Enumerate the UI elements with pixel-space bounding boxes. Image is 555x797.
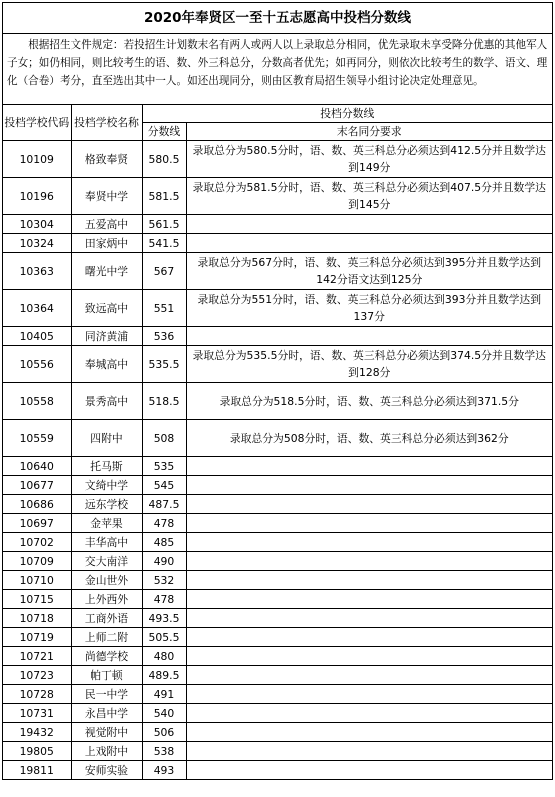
score-cell: 551 [142, 290, 186, 327]
table-row [3, 685, 552, 704]
school-code-cell: 19432 [3, 723, 71, 742]
score-cell: 485 [142, 533, 186, 552]
requirement-cell [186, 628, 552, 647]
school-name-cell: 永昌中学 [71, 704, 142, 723]
table-row [3, 704, 552, 723]
score-cell: 505.5 [142, 628, 186, 647]
score-table [3, 105, 552, 779]
school-code-cell: 10719 [3, 628, 71, 647]
requirement-cell [186, 647, 552, 666]
requirement-cell [186, 457, 552, 476]
school-code-cell: 10556 [3, 346, 71, 383]
school-name-cell: 金山世外 [71, 571, 142, 590]
school-name-cell: 奉城高中 [71, 346, 142, 383]
score-cell: 536 [142, 327, 186, 346]
table-row [3, 420, 552, 457]
school-name-cell: 文绮中学 [71, 476, 142, 495]
score-cell: 490 [142, 552, 186, 571]
school-code-cell: 19805 [3, 742, 71, 761]
score-table-document [2, 2, 553, 780]
school-name-cell: 四附中 [71, 420, 142, 457]
requirement-cell [186, 215, 552, 234]
table-row [3, 761, 552, 780]
requirement-cell [186, 761, 552, 780]
header-group: 投档分数线 [142, 105, 552, 123]
school-name-cell: 工商外语 [71, 609, 142, 628]
table-row [3, 609, 552, 628]
school-code-cell: 10364 [3, 290, 71, 327]
table-row [3, 383, 552, 420]
requirement-cell: 录取总分为581.5分时，语、数、英三科总分必须达到407.5分并且数学达到145分 [186, 178, 552, 215]
header-code: 投档学校代码 [3, 105, 71, 141]
school-code-cell: 10640 [3, 457, 71, 476]
school-code-cell: 19811 [3, 761, 71, 780]
school-code-cell: 10723 [3, 666, 71, 685]
school-name-cell: 民一中学 [71, 685, 142, 704]
table-row [3, 533, 552, 552]
requirement-cell [186, 476, 552, 495]
table-row [3, 666, 552, 685]
school-code-cell: 10109 [3, 141, 71, 178]
score-cell: 541.5 [142, 234, 186, 253]
header-requirement: 末名同分要求 [186, 123, 552, 141]
school-code-cell: 10559 [3, 420, 71, 457]
requirement-cell: 录取总分为508分时，语、数、英三科总分必须达到362分 [186, 420, 552, 457]
table-row [3, 742, 552, 761]
school-code-cell: 10196 [3, 178, 71, 215]
requirement-cell [186, 723, 552, 742]
score-cell: 487.5 [142, 495, 186, 514]
header-row-1 [3, 105, 552, 123]
table-row [3, 141, 552, 178]
admission-rule-note: 根据招生文件规定：若投招生计划数末名有两人或两人以上录取总分相同，优先录取未享受降分优惠的其他军人子女；如仍相同，则比较考生的语、数、外三科总分，分数高者优先；如再同分，则依次比较考生的数学、语文、理化（合卷）考分，直至选出其中一人。如还出现同分，则由区教育局招生领导小组讨论决定处理意见。 [3, 34, 552, 105]
school-name-cell: 远东学校 [71, 495, 142, 514]
table-row [3, 647, 552, 666]
school-name-cell: 帕丁顿 [71, 666, 142, 685]
header-name: 投档学校名称 [71, 105, 142, 141]
table-row [3, 346, 552, 383]
table-row [3, 552, 552, 571]
score-cell: 493 [142, 761, 186, 780]
table-row [3, 215, 552, 234]
school-code-cell: 10710 [3, 571, 71, 590]
score-cell: 478 [142, 514, 186, 533]
requirement-cell: 录取总分为567分时，语、数、英三科总分必须达到395分并且数学达到142分语文达到125分 [186, 253, 552, 290]
school-code-cell: 10718 [3, 609, 71, 628]
requirement-cell [186, 685, 552, 704]
school-code-cell: 10324 [3, 234, 71, 253]
school-name-cell: 同济黄浦 [71, 327, 142, 346]
requirement-cell [186, 552, 552, 571]
school-name-cell: 上外西外 [71, 590, 142, 609]
school-code-cell: 10721 [3, 647, 71, 666]
requirement-cell [186, 327, 552, 346]
school-code-cell: 10731 [3, 704, 71, 723]
school-name-cell: 尚德学校 [71, 647, 142, 666]
school-name-cell: 交大南洋 [71, 552, 142, 571]
school-code-cell: 10558 [3, 383, 71, 420]
school-name-cell: 格致奉贤 [71, 141, 142, 178]
school-name-cell: 视觉附中 [71, 723, 142, 742]
school-code-cell: 10715 [3, 590, 71, 609]
requirement-cell [186, 704, 552, 723]
school-code-cell: 10677 [3, 476, 71, 495]
table-row [3, 253, 552, 290]
requirement-cell [186, 590, 552, 609]
table-row [3, 327, 552, 346]
school-code-cell: 10304 [3, 215, 71, 234]
requirement-cell [186, 533, 552, 552]
page-title: 2020年奉贤区一至十五志愿高中投档分数线 [3, 3, 552, 34]
school-name-cell: 金苹果 [71, 514, 142, 533]
school-name-cell: 曙光中学 [71, 253, 142, 290]
score-cell: 561.5 [142, 215, 186, 234]
table-row [3, 457, 552, 476]
school-name-cell: 田家炳中 [71, 234, 142, 253]
requirement-cell [186, 609, 552, 628]
school-name-cell: 致远高中 [71, 290, 142, 327]
score-cell: 567 [142, 253, 186, 290]
score-cell: 532 [142, 571, 186, 590]
school-name-cell: 景秀高中 [71, 383, 142, 420]
requirement-cell: 录取总分为518.5分时，语、数、英三科总分必须达到371.5分 [186, 383, 552, 420]
table-row [3, 628, 552, 647]
school-name-cell: 上戏附中 [71, 742, 142, 761]
school-name-cell: 奉贤中学 [71, 178, 142, 215]
requirement-cell [186, 495, 552, 514]
score-cell: 508 [142, 420, 186, 457]
score-cell: 480 [142, 647, 186, 666]
school-code-cell: 10686 [3, 495, 71, 514]
score-cell: 580.5 [142, 141, 186, 178]
score-cell: 491 [142, 685, 186, 704]
school-code-cell: 10728 [3, 685, 71, 704]
requirement-cell: 录取总分为551分时，语、数、英三科总分必须达到393分并且数学达到137分 [186, 290, 552, 327]
school-name-cell: 上师二附 [71, 628, 142, 647]
table-row [3, 723, 552, 742]
score-cell: 535 [142, 457, 186, 476]
table-row [3, 571, 552, 590]
school-name-cell: 托马斯 [71, 457, 142, 476]
school-code-cell: 10405 [3, 327, 71, 346]
requirement-cell [186, 571, 552, 590]
score-cell: 489.5 [142, 666, 186, 685]
score-cell: 540 [142, 704, 186, 723]
requirement-cell: 录取总分为580.5分时，语、数、英三科总分必须达到412.5分并且数学达到149分 [186, 141, 552, 178]
table-row [3, 290, 552, 327]
table-row [3, 178, 552, 215]
score-cell: 538 [142, 742, 186, 761]
requirement-cell: 录取总分为535.5分时，语、数、英三科总分必须达到374.5分并且数学达到128分 [186, 346, 552, 383]
score-cell: 581.5 [142, 178, 186, 215]
requirement-cell [186, 514, 552, 533]
school-code-cell: 10363 [3, 253, 71, 290]
table-row [3, 234, 552, 253]
requirement-cell [186, 234, 552, 253]
requirement-cell [186, 742, 552, 761]
header-score: 分数线 [142, 123, 186, 141]
school-code-cell: 10702 [3, 533, 71, 552]
table-row [3, 476, 552, 495]
table-row [3, 495, 552, 514]
requirement-cell [186, 666, 552, 685]
score-cell: 493.5 [142, 609, 186, 628]
school-code-cell: 10709 [3, 552, 71, 571]
table-row [3, 514, 552, 533]
school-name-cell: 安师实验 [71, 761, 142, 780]
score-cell: 545 [142, 476, 186, 495]
school-name-cell: 五爱高中 [71, 215, 142, 234]
score-cell: 478 [142, 590, 186, 609]
school-name-cell: 丰华高中 [71, 533, 142, 552]
score-cell: 506 [142, 723, 186, 742]
score-cell: 518.5 [142, 383, 186, 420]
score-cell: 535.5 [142, 346, 186, 383]
table-row [3, 590, 552, 609]
school-code-cell: 10697 [3, 514, 71, 533]
